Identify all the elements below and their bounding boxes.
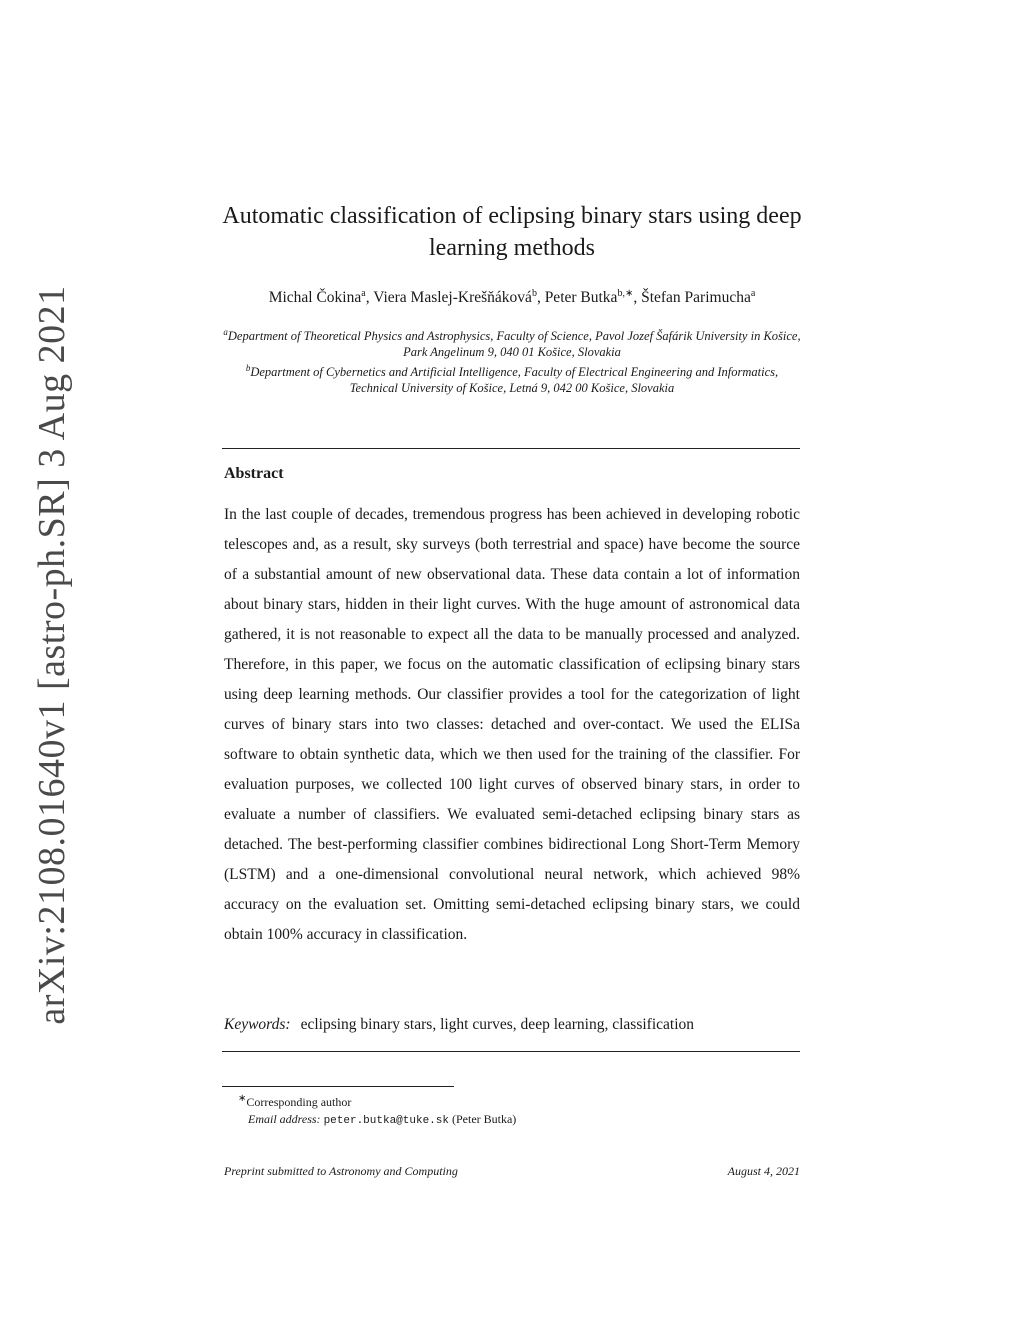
affiliation-text: Department of Cybernetics and Artificial Intelligence, Faculty of Electrical Engineering and Informatics, Technical University of Košice, Letná 9, 042 00 Košice, Slovakia	[250, 365, 779, 396]
preprint-date: August 4, 2021	[727, 1164, 800, 1178]
keywords	[224, 1016, 800, 1034]
footnote	[222, 1090, 516, 1130]
corresponding-text: Corresponding author	[246, 1095, 352, 1109]
affiliations	[222, 324, 802, 396]
author-name: Michal Čokina	[268, 289, 362, 307]
abstract-top-rule	[222, 448, 800, 449]
abstract-body: In the last couple of decades, tremendous progress has been achieved in developing robotic telescopes and, as a result, sky surveys (both terrestrial and space) have become the source of a substantial amount of new observational data. These data contain a lot of information about binary stars, hidden in their light curves. With the huge amount of astronomical data gathered, it is not reasonable to expect all the data to be manually processed and analyzed. Therefore, in this paper, we focus on the automatic classification of eclipsing binary stars using deep learning methods. Our classifier provides a tool for the categorization of light curves of binary stars into two classes: detached and over-contact. We used the ELISa software to obtain synthetic data, which we then used for the training of the classifier. For evaluation purposes, we collected 100 light curves of observed binary stars, in order to evaluate a number of classifiers. We evaluated semi-detached eclipsing binary stars as detached. The best-performing classifier combines bidirectional Long Short-Term Memory (LSTM) and a one-dimensional convolutional neural network, which achieved 98% accuracy on the evaluation set. Omitting semi-detached eclipsing binary stars, we could obtain 100% accuracy in classification.	[224, 506, 800, 943]
footnote-email	[222, 1111, 516, 1130]
author-affil-mark: a	[750, 288, 756, 299]
affiliation-a	[222, 324, 802, 360]
author-affil-mark: b,∗	[617, 288, 634, 299]
author-name: Štefan Parimucha	[641, 289, 751, 307]
footnote-rule	[222, 1086, 454, 1087]
footnote-marker: ∗	[238, 1093, 247, 1104]
email-address[interactable]: peter.butka@tuke.sk	[323, 1115, 449, 1127]
keywords-text: eclipsing binary stars, light curves, deep learning, classification	[300, 1016, 695, 1033]
paper-title: Automatic classification of eclipsing binary stars using deep learning methods	[222, 203, 802, 261]
author-affil-mark: b	[531, 288, 537, 299]
author-name: Peter Butka	[544, 289, 618, 307]
email-owner: (Peter Butka)	[451, 1112, 517, 1126]
affiliation-mark: a	[223, 327, 228, 337]
affiliation-b	[222, 360, 802, 396]
author-name: Viera Maslej-Krešňáková	[373, 289, 532, 307]
preprint-note: Preprint submitted to Astronomy and Computing	[224, 1164, 458, 1178]
footnote-corresponding	[222, 1090, 516, 1111]
affiliation-mark: b	[245, 363, 251, 374]
author-list: Michal Čokina$^a$, Viera Maslej-Krešňáková$^b$, Peter Butka$^{b,∗}$, Štefan Parimucha$^a$	[268, 288, 756, 307]
abstract-bottom-rule	[222, 1051, 800, 1052]
affiliation-text: Department of Theoretical Physics and Astrophysics, Faculty of Science, Pavol Jozef Šafárik University in Košice, Park Angelinum 9, 040 01 Košice, Slovakia	[227, 329, 801, 360]
arxiv-identifier: arXiv:2108.01640v1 [astro-ph.SR] 3 Aug 2021	[31, 285, 73, 1025]
abstract-heading: Abstract	[224, 465, 284, 482]
email-label: Email address:	[248, 1112, 321, 1126]
keywords-label: Keywords:	[224, 1016, 291, 1033]
author-affil-mark: a	[361, 288, 366, 299]
